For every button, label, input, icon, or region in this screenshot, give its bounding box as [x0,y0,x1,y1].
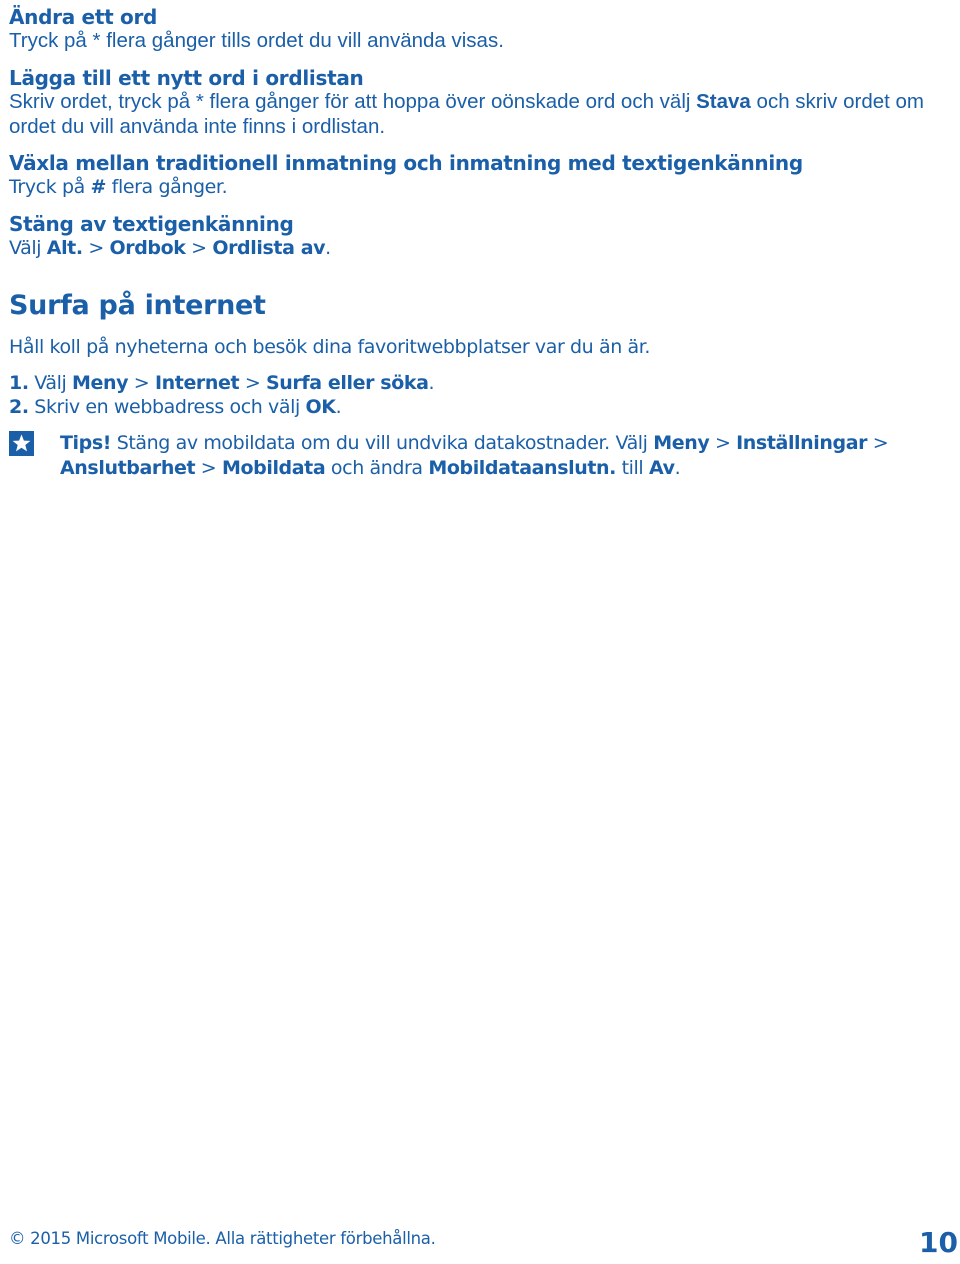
separator: > [239,372,267,394]
keyword-stava: Stava [696,90,751,113]
section-add-word [9,66,946,139]
text-add-word [9,90,946,139]
step-number: 2. [9,396,29,418]
key-hash: # [90,176,107,198]
footer-copyright: © 2015 Microsoft Mobile. Alla rättigheter förbehållna. [9,1229,436,1248]
heading-disable-predictive: Stäng av textigenkänning [9,212,294,236]
text-fragment: flera gånger. [106,176,228,198]
text-fragment: och skriv ordet om ordet du vill använda inte finns i ordlistan. [9,90,925,138]
text-fragment: Välj [28,372,73,394]
text-fragment: Välj [9,237,47,259]
step-2 [9,395,946,420]
separator: > [867,432,889,454]
separator: > [185,237,213,259]
heading-switch-input: Växla mellan traditionell inmatning och inmatning med textigenkänning [9,151,803,175]
section-browse-internet [9,290,946,322]
menu-surfa-eller-soka: Surfa eller söka [266,372,429,394]
text-fragment: Stäng av mobildata om du vill undvika datakostnader. Välj [111,432,654,454]
menu-installningar: Inställningar [736,432,868,454]
page-number: 10 [919,1226,958,1259]
section-change-word [9,5,946,54]
text-fragment: Skriv ordet, tryck på * flera gånger för att hoppa över oönskade ord och välj [9,90,697,113]
text-fragment: . [428,372,435,394]
text-disable-predictive [9,236,946,261]
step-number: 1. [9,372,29,394]
section-disable-predictive [9,212,946,261]
option-av: Av [648,456,675,479]
menu-meny: Meny [653,432,710,454]
tip-text [60,431,946,480]
text-browse-intro: Håll koll på nyheterna och besök dina favoritwebbplatser var du än är. [9,336,651,358]
setting-mobildataanslutn: Mobildataanslutn. [428,456,616,479]
button-ok: OK [305,396,336,418]
text-fragment: till [615,456,649,479]
heading-add-word: Lägga till ett nytt ord i ordlistan [9,66,364,90]
menu-internet: Internet [154,372,240,394]
text-switch-input [9,175,946,200]
text-fragment: . [335,396,342,418]
separator: > [128,372,155,394]
separator: > [195,456,222,479]
menu-ordbok: Ordbok [109,237,186,259]
text-change-word: Tryck på * flera gånger tills ordet du vill använda visas. [9,29,504,52]
heading-change-word: Ändra ett ord [9,5,158,29]
text-fragment: och ändra [325,456,429,479]
menu-ordlista-av: Ordlista av [212,237,326,259]
menu-mobildata: Mobildata [221,456,326,479]
menu-anslutbarhet: Anslutbarhet [60,456,196,479]
step-1 [9,371,946,396]
star-icon [9,431,34,456]
text-fragment: Skriv en webbadress och välj [28,396,306,418]
separator: > [709,432,737,454]
menu-meny: Meny [72,372,129,394]
text-fragment: . [674,456,681,479]
section-switch-input [9,151,946,200]
tip-label: Tips! [60,432,112,454]
text-fragment: Tryck på [9,176,91,198]
section-title-browse: Surfa på internet [9,290,266,321]
text-fragment: . [325,237,331,259]
separator: > [82,237,110,259]
menu-alt: Alt. [46,237,83,259]
